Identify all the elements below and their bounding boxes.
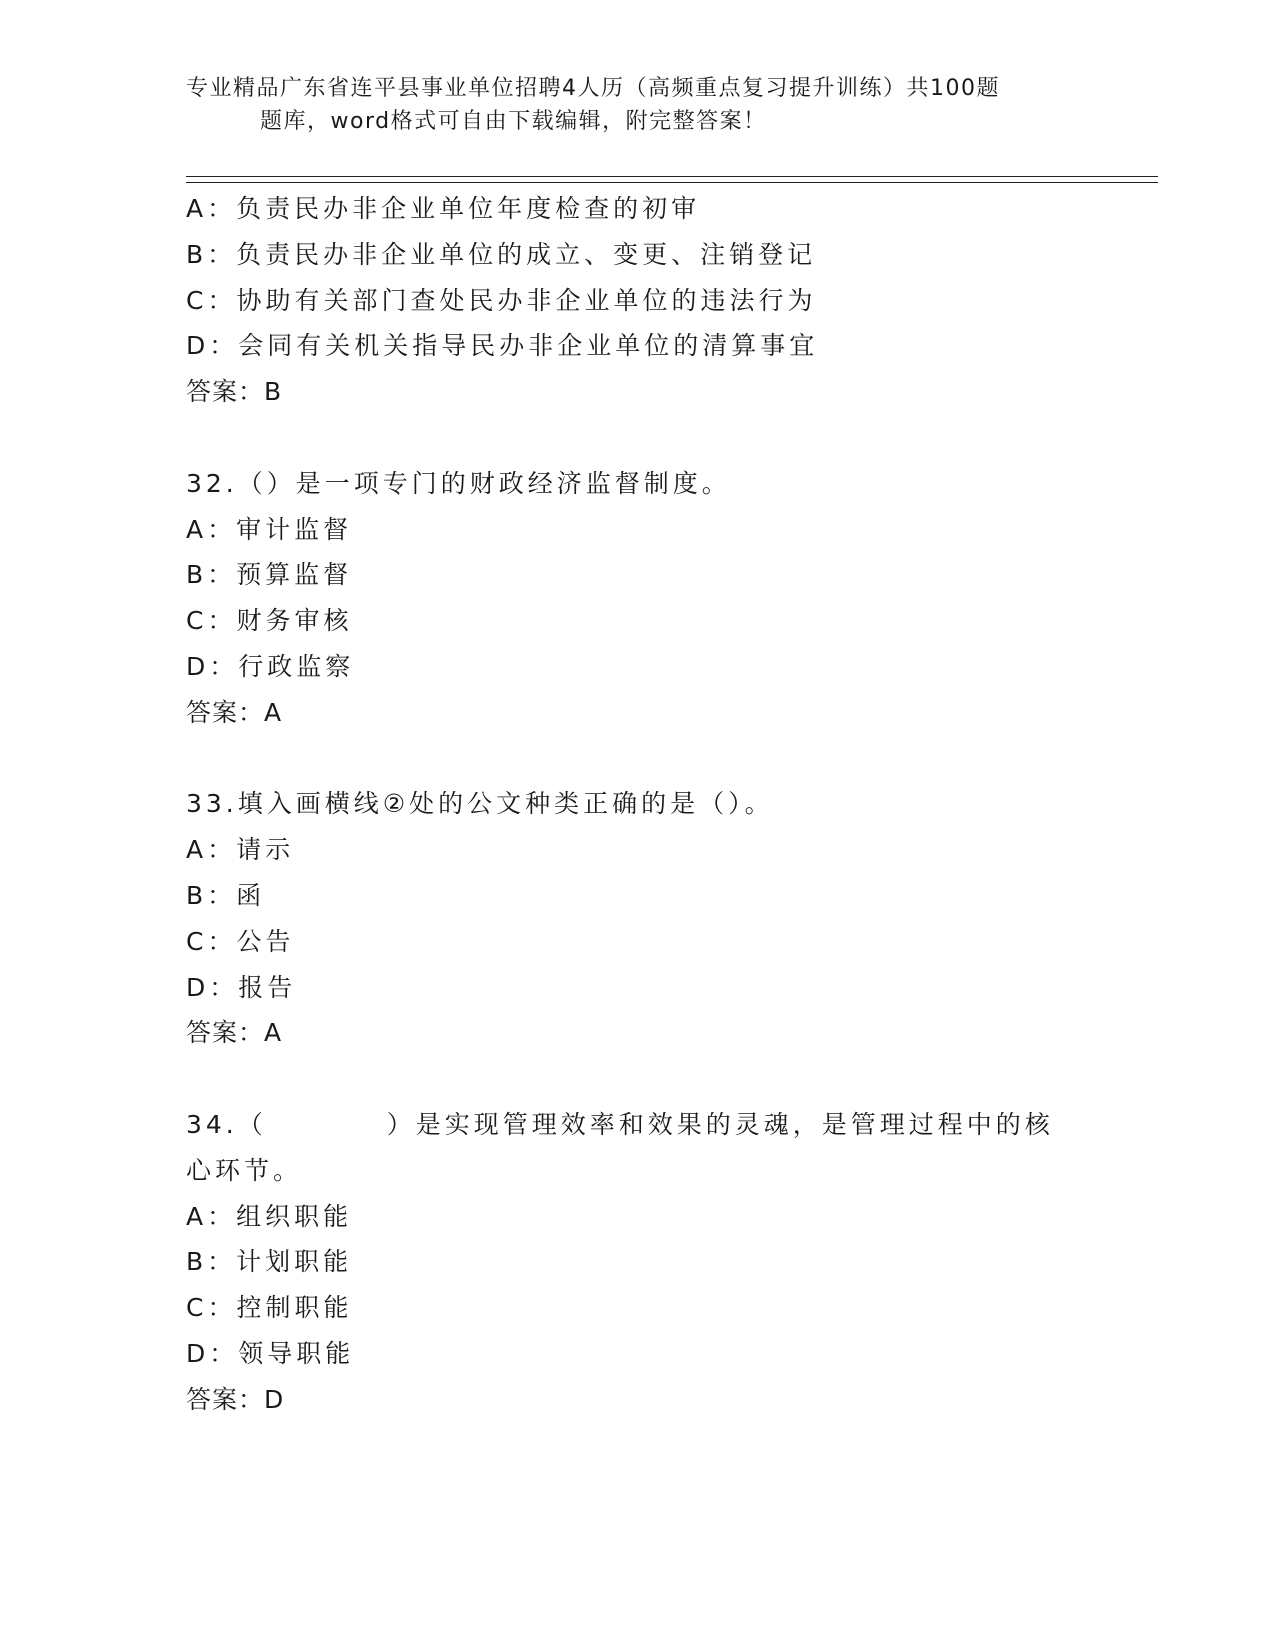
question-stem: 32.（）是一项专门的财政经济监督制度。 xyxy=(186,468,731,498)
question-block xyxy=(186,781,1086,1056)
option-c: C：控制职能 xyxy=(186,1293,353,1323)
option-b: B：计划职能 xyxy=(186,1247,353,1277)
answer-line: 答案：B xyxy=(186,377,283,407)
question-block xyxy=(186,1102,1086,1423)
question-list xyxy=(186,186,1086,1423)
option-c: C：财务审核 xyxy=(186,606,353,636)
option-a: A：审计监督 xyxy=(186,514,353,544)
question-block xyxy=(186,461,1086,736)
option-b: B：函 xyxy=(186,880,266,910)
question-stem-end: ）是实现管理效率和效果的灵魂，是管理过程中的核心环节。 xyxy=(186,1109,1054,1185)
question-block xyxy=(186,186,1086,415)
answer-line: 答案：A xyxy=(186,697,283,727)
option-d: D：领导职能 xyxy=(186,1338,355,1368)
option-a: A：负责民办非企业单位年度检查的初审 xyxy=(186,194,701,223)
page-header xyxy=(186,72,1056,138)
option-d: D：报告 xyxy=(186,972,297,1002)
option-d: D：会同有关机关指导民办非企业单位的清算事宜 xyxy=(186,331,819,361)
option-b: B：负责民办非企业单位的成立、变更、注销登记 xyxy=(186,239,817,269)
option-c: C：协助有关部门查处民办非企业单位的违法行为 xyxy=(186,285,817,315)
option-d: D：行政监察 xyxy=(186,651,355,681)
option-c: C：公告 xyxy=(186,926,295,956)
option-a: A：组织职能 xyxy=(186,1201,353,1231)
option-a: A：请示 xyxy=(186,835,295,865)
option-b: B：预算监督 xyxy=(186,560,353,590)
question-stem: 33.填入画横线②处的公文种类正确的是（）。 xyxy=(186,789,774,819)
question-stem-start: 34.（ xyxy=(186,1109,267,1139)
header-double-rule xyxy=(186,176,1158,183)
question-stem xyxy=(186,1102,1076,1194)
answer-line: 答案：A xyxy=(186,1018,283,1048)
header-title-line1: 专业精品广东省连平县事业单位招聘4人历（高频重点复习提升训练）共100题 xyxy=(186,76,1000,101)
header-title-line2: 题库，word格式可自由下载编辑，附完整答案！ xyxy=(260,109,767,134)
answer-line: 答案：D xyxy=(186,1384,285,1414)
